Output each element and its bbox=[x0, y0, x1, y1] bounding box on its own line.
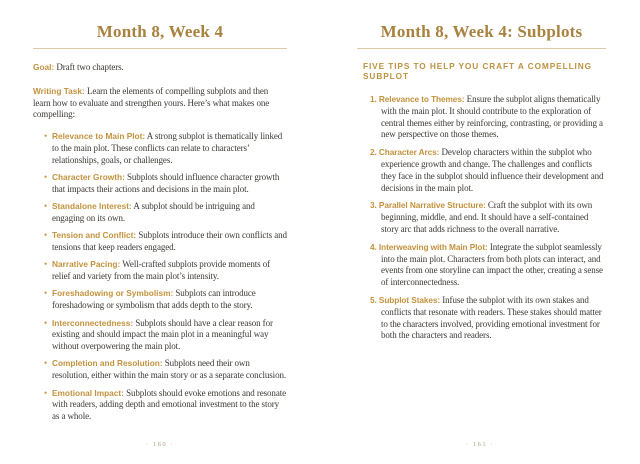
bullet-label: Narrative Pacing: bbox=[52, 259, 121, 270]
list-item bbox=[357, 94, 606, 141]
bullet-icon: • bbox=[44, 259, 48, 270]
bullet-icon: • bbox=[44, 387, 48, 398]
bullet-label: Standalone Interest: bbox=[52, 201, 132, 212]
bullet-text: A subplot should be intriguing and engaging on its own. bbox=[52, 201, 255, 223]
list-item bbox=[33, 201, 287, 225]
list-item bbox=[33, 172, 287, 196]
bullet-icon: • bbox=[44, 131, 48, 142]
bullet-label: Character Growth: bbox=[52, 172, 125, 183]
item-label: Interweaving with Main Plot: bbox=[378, 241, 488, 252]
item-text: Develop characters within the subplot who experience growth and change. The challenges and conflicts they face in the subplot should influence their development and decisions in the main plot. bbox=[381, 147, 604, 193]
subplot-qualities-list bbox=[33, 131, 287, 423]
bullet-label: Foreshadowing or Symbolism: bbox=[52, 288, 174, 299]
writing-task-line bbox=[33, 86, 287, 121]
item-number: 4. bbox=[370, 241, 377, 252]
item-text: Ensure the subplot aligns thematically with the main plot. It should contribute to the exploration of central themes either by reinforcing, contrasting, or providing a new perspective on those themes. bbox=[381, 94, 603, 140]
bullet-label: Relevance to Main Plot: bbox=[52, 131, 146, 142]
bullet-icon: • bbox=[44, 358, 48, 369]
list-item bbox=[357, 242, 606, 289]
right-page bbox=[320, 0, 640, 464]
subplot-tips-list bbox=[357, 94, 606, 342]
bullet-text: Subplots need their own resolution, either within the main story or as a separate conclusion. bbox=[52, 358, 287, 381]
list-item bbox=[33, 288, 287, 312]
item-number: 2. bbox=[370, 147, 377, 158]
item-number: 5. bbox=[370, 294, 377, 305]
list-item bbox=[33, 131, 287, 166]
bullet-label: Completion and Resolution: bbox=[52, 358, 163, 369]
bullet-label: Emotional Impact: bbox=[52, 387, 124, 398]
goal-line bbox=[33, 62, 287, 74]
right-page-title: Month 8, Week 4: Subplots bbox=[380, 22, 583, 41]
bullet-label: Interconnectedness: bbox=[52, 317, 134, 328]
bullet-text: Subplots should influence character growth that impacts their actions and decisions in the main plot. bbox=[52, 172, 280, 194]
bullet-icon: • bbox=[44, 172, 48, 183]
bullet-text: A strong subplot is thematically linked to the main plot. These conflicts can relate to characters’ relationships, goals, or challenges. bbox=[52, 131, 283, 165]
bullet-text: Subplots should evoke emotions and resonate with readers, adding depth and emotional investment to the story as a whole. bbox=[52, 387, 287, 422]
left-title-divider bbox=[33, 48, 287, 49]
list-item bbox=[33, 318, 287, 353]
item-text: Infuse the subplot with its own stakes and conflicts that resonate with readers. These stakes should matter to the characters involved, providing emotional investment for both the characters and readers. bbox=[381, 294, 602, 341]
item-label: Relevance to Themes: bbox=[378, 94, 465, 104]
item-text: Integrate the subplot seamlessly into the main plot. Characters from both plots can interact, and events from one storyline can impact the other, creating a sense of interconnectedness. bbox=[381, 241, 603, 288]
list-item bbox=[33, 388, 287, 423]
goal-label: Goal: bbox=[33, 62, 55, 72]
bullet-label: Tension and Conflict: bbox=[52, 230, 137, 241]
bullet-icon: • bbox=[44, 230, 48, 241]
list-item bbox=[33, 230, 287, 254]
bullet-icon: • bbox=[44, 317, 48, 328]
list-item bbox=[357, 295, 606, 342]
page-number-right: · 161 · bbox=[465, 441, 495, 448]
bullet-text: Subplots can introduce foreshadowing or symbolism that adds depth to the story. bbox=[52, 288, 256, 311]
bullet-text: Well-crafted subplots provide moments of relief and variety from the main plot’s intensity. bbox=[52, 259, 270, 282]
list-item bbox=[357, 147, 606, 194]
bullet-icon: • bbox=[44, 288, 48, 299]
list-item bbox=[33, 259, 287, 283]
right-title-divider bbox=[357, 48, 606, 49]
bullet-text: Subplots should have a clear reason for existing and should impact the main plot in a meaningful way without overpowering the main plot. bbox=[52, 317, 273, 352]
item-text: Craft the subplot with its own beginning, middle, and end. It should have a self-contained story arc that adds richness to the overall narrative. bbox=[381, 200, 593, 234]
bullet-icon: • bbox=[44, 201, 48, 212]
item-number: 1. bbox=[370, 94, 377, 104]
left-page-title: Month 8, Week 4 bbox=[96, 22, 224, 41]
tips-subheading: FIVE TIPS TO HELP YOU CRAFT A COMPELLING SUBPLOT bbox=[363, 61, 592, 81]
writing-task-text: Learn the elements of compelling subplots and then learn how to evaluate and strengthen yours. Here’s what makes one compelling: bbox=[33, 85, 270, 120]
item-number: 3. bbox=[370, 200, 377, 211]
page-number-left: · 160 · bbox=[145, 441, 175, 448]
bullet-text: Subplots introduce their own conflicts and tensions that keep readers engaged. bbox=[52, 230, 287, 253]
list-item bbox=[357, 200, 606, 235]
goal-text: Draft two chapters. bbox=[56, 62, 124, 72]
list-item bbox=[33, 358, 287, 382]
item-label: Subplot Stakes: bbox=[378, 294, 441, 305]
item-label: Character Arcs: bbox=[378, 147, 440, 158]
writing-task-label: Writing Task: bbox=[33, 85, 85, 96]
item-label: Parallel Narrative Structure: bbox=[378, 200, 486, 211]
